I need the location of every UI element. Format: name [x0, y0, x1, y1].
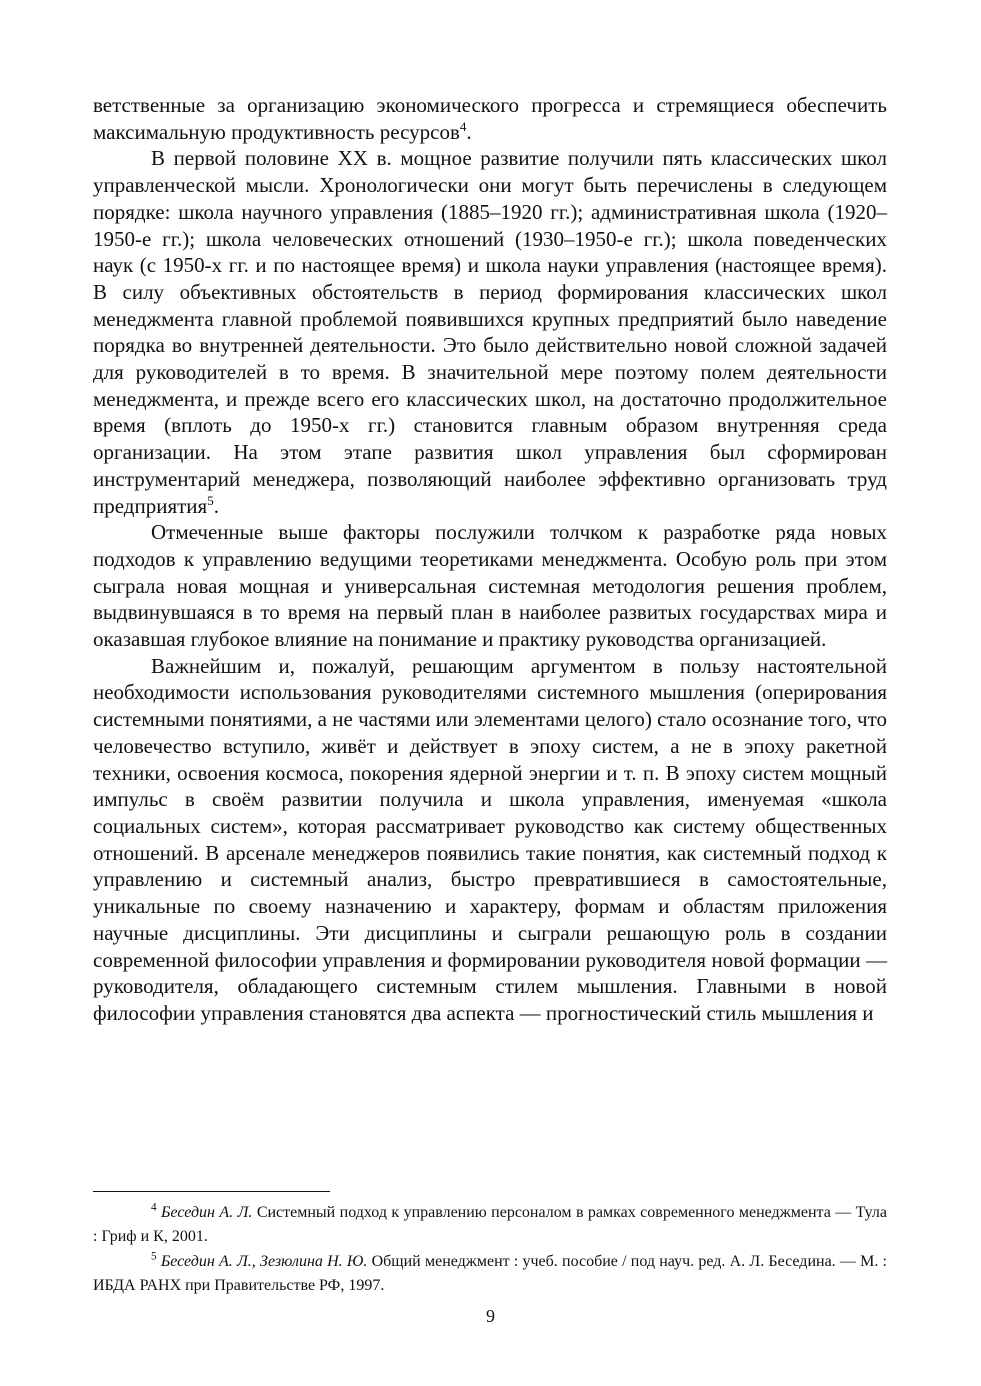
footnote-divider	[93, 1191, 330, 1192]
paragraph-4: Важнейшим и, пожалуй, решающим аргументом в пользу настоятельной необходимости использования руководителями системного мышления (оперирования системными понятиями, а не частями или элементами целого) стало осознание того, что человечество вступило, живёт и действует в эпоху систем, а не в эпоху ракетной техники, освоения космоса, покорения ядерной энергии и т. п. В эпоху систем мощный импульс в своём развитии получила и школа управления, именуемая «школа социальных систем», которая рассматривает руководство как систему общественных отношений. В арсенале менеджеров появились такие понятия, как системный подход к управлению и системный анализ, быстро превратившиеся в самостоятельные, уникальные по своему назначению и характеру, формам и областям приложения научные дисциплины. Эти дисциплины и сыграли решающую роль в создании современной философии управления и формировании руководителя новой формации — руководителя, обладающего системным стилем мышления. Главными в новой философии управления становятся два аспекта — прогностический стиль мышления и	[93, 653, 887, 1025]
footnote-5	[93, 1250, 887, 1298]
footnotes	[93, 1201, 887, 1299]
paragraph-2-text: В первой половине XX в. мощное развитие получили пять классических школ управленческой мысли. Хронологически они могут быть перечислены в следующем порядке: школа научного управления (1885–1920 гг.); административная школа (1920–1950-е гг.); школа человеческих отношений (1930–1950-е гг.); школа поведенческих наук (с 1950-х гг. и по настоящее время) и школа науки управления (настоящее время). В силу объективных обстоятельств в период формирования классических школ менеджмента главной проблемой появившихся крупных предприятий было наведение порядка во внутренней деятельности. Это было действительно новой сложной задачей для руководителей в то время. В значительной мере поэтому полем деятельности менеджмента, и прежде всего его классических школ, на достаточно продолжительное время (вплоть до 1950-х гг.) становится главным образом внутренняя среда организации. На этом этапе развития школ управления был сформирован инструментарий менеджера, позволяющий наиболее эффективно организовать труд предприятия	[93, 146, 887, 518]
paragraph-2: В первой половине XX в. мощное развитие получили пять классических школ управленческой мысли. Хронологически они могут быть перечислены в следующем порядке: школа научного управления (1885–1920 гг.); административная школа (1920–1950-е гг.); школа человеческих отношений (1930–1950-е гг.); школа поведенческих наук (с 1950-х гг. и по настоящее время) и школа науки управления (настоящее время). В силу объективных обстоятельств в период формирования классических школ менеджмента главной проблемой появившихся крупных предприятий было наведение порядка во внутренней деятельности. Это было действительно новой сложной задачей для руководителей в то время. В значительной мере поэтому полем деятельности менеджмента, и прежде всего его классических школ, на достаточно продолжительное время (вплоть до 1950-х гг.) становится главным образом внутренняя среда организации. На этом этапе развития школ управления был сформирован инструментарий менеджера, позволяющий наиболее эффективно организовать труд предприятия$^5$.	[93, 146, 887, 518]
footnote-ref-4: 4	[459, 118, 467, 134]
footnote-number: 4	[151, 1201, 157, 1214]
main-text	[93, 92, 887, 1027]
footnote-author: Беседин А. Л.	[161, 1204, 253, 1221]
paragraph-1: ветственные за организацию экономического прогресса и стремящиеся обеспечить максимальную продуктивность ресурсов$^4$.	[93, 93, 887, 144]
footnote-ref-5: 5	[207, 492, 214, 508]
footnote-number: 5	[151, 1250, 157, 1263]
footnote-4	[93, 1201, 887, 1249]
paragraph-1-text: ветственные за организацию экономического прогресса и стремящиеся обеспечить максимальную продуктивность ресурсов	[93, 93, 887, 144]
page-number: 9	[486, 1306, 495, 1326]
footnote-text: Системный подход к управлению персоналом в рамках современного менеджмента — Тула : Гриф и К, 2001.	[93, 1204, 888, 1245]
footnote-text: Общий менеджмент : учеб. пособие / под науч. ред. А. Л. Беседина. — М. : ИБДА РАНХ при Правительстве РФ, 1997.	[93, 1253, 887, 1294]
paragraph-3: Отмеченные выше факторы послужили толчком к разработке ряда новых подходов к управлению ведущими теоретиками менеджмента. Особую роль при этом сыграла новая мощная и универсальная системная методология решения проблем, выдвинувшаяся в то время на первый план в наиболее развитых государствах мира и оказавшая глубокое влияние на понимание и практику руководства организацией.	[93, 520, 887, 652]
footnote-author: Беседин А. Л., Зезюлина Н. Ю.	[160, 1253, 368, 1270]
